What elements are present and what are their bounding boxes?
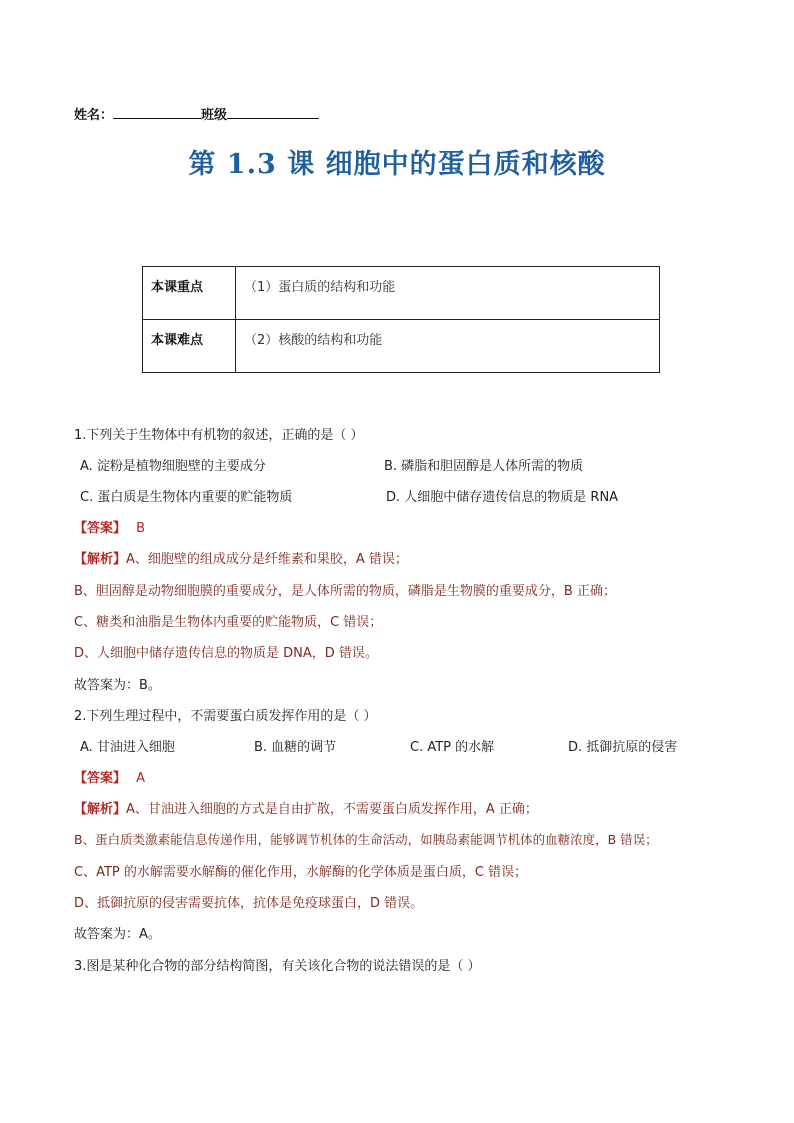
table-row bbox=[143, 267, 660, 320]
answer-tag: 【答案】 bbox=[74, 521, 127, 536]
name-blank[interactable] bbox=[113, 106, 201, 119]
difficulty-value: （2）核酸的结构和功能 bbox=[236, 320, 660, 373]
class-blank[interactable] bbox=[227, 106, 319, 119]
question-1-stem: 1.下列关于生物体中有机物的叙述，正确的是（ ） bbox=[74, 428, 364, 443]
answer-tag: 【答案】 bbox=[74, 771, 127, 786]
question-2-option-a[interactable]: A. 甘油进入细胞 bbox=[80, 740, 175, 755]
name-label: 姓名： bbox=[74, 108, 114, 123]
analysis-tag: 【解析】 bbox=[74, 802, 127, 817]
question-2-analysis-line-3: C、ATP 的水解需要水解酶的催化作用，水解酶的化学体质是蛋白质，C 错误； bbox=[74, 865, 528, 880]
question-2-option-c[interactable]: C. ATP 的水解 bbox=[410, 740, 495, 755]
answer-value: B bbox=[136, 521, 146, 536]
question-1-analysis-line-4: D、人细胞中储存遗传信息的物质是 DNA，D 错误。 bbox=[74, 646, 378, 661]
question-1-answer bbox=[74, 517, 145, 536]
question-2-option-d[interactable]: D. 抵御抗原的侵害 bbox=[568, 740, 678, 755]
key-value: （1）蛋白质的结构和功能 bbox=[236, 267, 660, 320]
question-1-analysis-line-1 bbox=[74, 548, 408, 567]
question-2-answer bbox=[74, 767, 145, 786]
answer-value: A bbox=[136, 771, 146, 786]
question-2-final-answer: 故答案为：A。 bbox=[74, 927, 161, 942]
question-1-option-d[interactable]: D. 人细胞中储存遗传信息的物质是 RNA bbox=[386, 490, 619, 505]
question-2-analysis-line-2: B、蛋白质类激素能信息传递作用，能够调节机体的生命活动，如胰岛素能调节机体的血糖浓度，B 错误； bbox=[74, 832, 658, 847]
key-label: 本课重点 bbox=[143, 267, 236, 320]
question-1-analysis-line-2: B、胆固醇是动物细胞膜的重要成分，是人体所需的物质，磷脂是生物膜的重要成分，B 正确； bbox=[74, 584, 616, 599]
key-points-table bbox=[142, 266, 660, 373]
question-1-option-a[interactable]: A. 淀粉是植物细胞壁的主要成分 bbox=[80, 459, 266, 474]
question-1-final-answer: 故答案为：B。 bbox=[74, 678, 161, 693]
question-2-analysis-line-4: D、抵御抗原的侵害需要抗体，抗体是免疫球蛋白，D 错误。 bbox=[74, 896, 424, 911]
question-2-analysis-line-1 bbox=[74, 798, 538, 817]
question-3-stem: 3.图是某种化合物的部分结构简图，有关该化合物的说法错误的是（ ） bbox=[74, 959, 481, 974]
question-1-option-b[interactable]: B. 磷脂和胆固醇是人体所需的物质 bbox=[384, 459, 584, 474]
question-1-analysis-line-3: C、糖类和油脂是生物体内重要的贮能物质，C 错误； bbox=[74, 615, 383, 630]
analysis-tag: 【解析】 bbox=[74, 552, 127, 567]
analysis-text: A、细胞壁的组成成分是纤维素和果胶，A 错误； bbox=[126, 552, 408, 567]
analysis-text: A、甘油进入细胞的方式是自由扩散，不需要蛋白质发挥作用，A 正确； bbox=[126, 802, 538, 817]
difficulty-label: 本课难点 bbox=[143, 320, 236, 373]
name-class-line bbox=[74, 104, 319, 123]
question-2-option-b[interactable]: B. 血糖的调节 bbox=[254, 740, 337, 755]
class-label: 班级 bbox=[201, 108, 228, 123]
page-title: 第 1.3 课 细胞中的蛋白质和核酸 bbox=[188, 149, 606, 180]
table-row bbox=[143, 320, 660, 373]
question-2-stem: 2.下列生理过程中，不需要蛋白质发挥作用的是（ ） bbox=[74, 709, 377, 724]
question-1-option-c[interactable]: C. 蛋白质是生物体内重要的贮能物质 bbox=[80, 490, 293, 505]
